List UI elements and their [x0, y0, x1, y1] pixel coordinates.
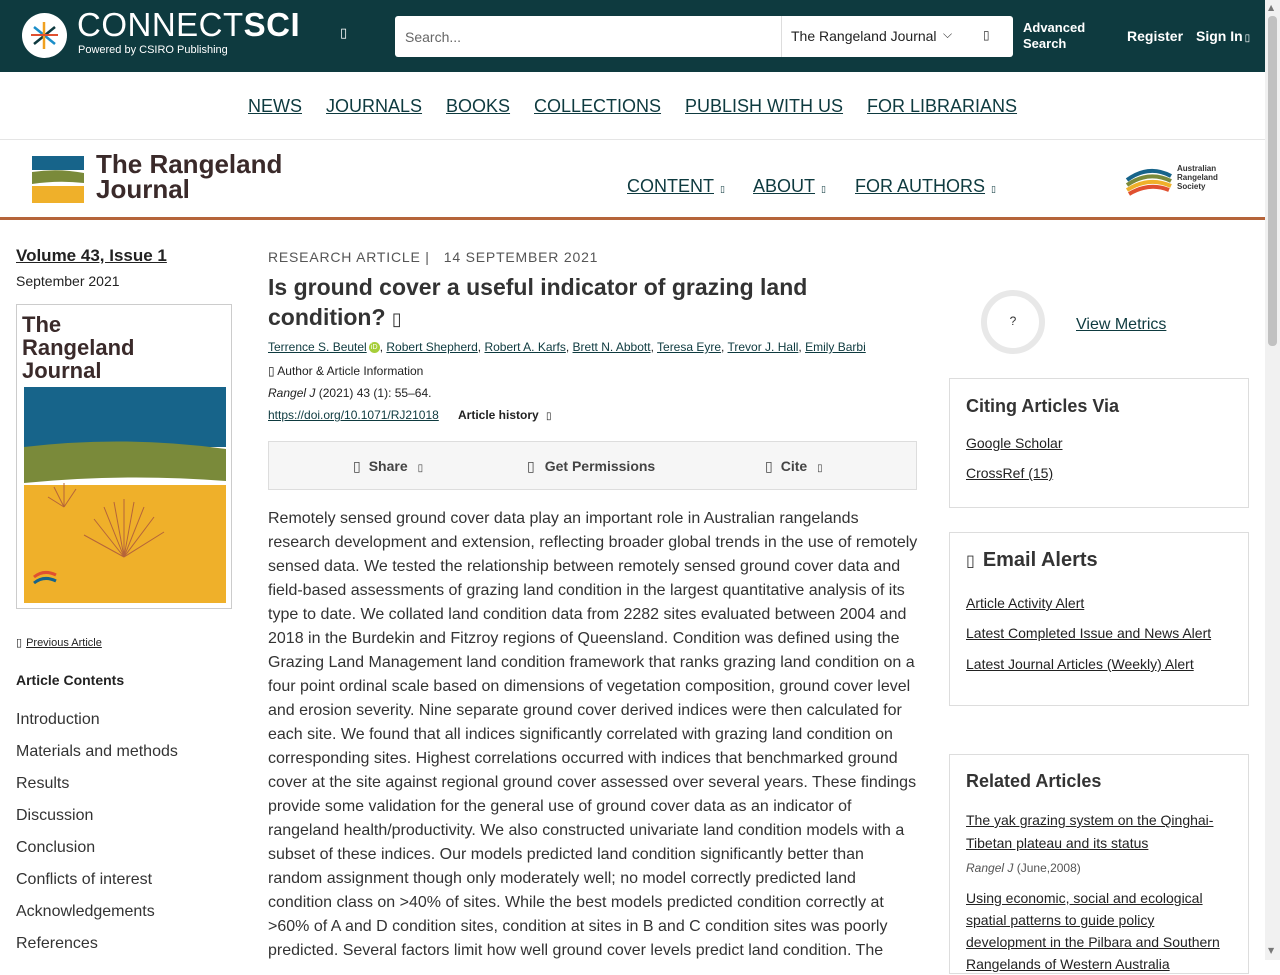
- journal-title-line1: The Rangeland: [96, 149, 283, 179]
- toc-item-acknowledgements[interactable]: Acknowledgements: [16, 903, 155, 920]
- page-scrollbar[interactable]: [1265, 0, 1280, 960]
- related-articles-panel: [949, 754, 1249, 974]
- journal-nav-for-authors-label: FOR AUTHORS: [855, 176, 986, 196]
- brand-name[interactable]: CONNECTSCI: [77, 6, 301, 43]
- share-button[interactable]: [353, 458, 423, 475]
- toc-item-introduction[interactable]: Introduction: [16, 711, 100, 728]
- sign-in-link[interactable]: [1196, 28, 1250, 44]
- article-meta-separator: |: [420, 249, 444, 265]
- search-input[interactable]: [395, 16, 781, 57]
- author-info-toggle[interactable]: [268, 364, 423, 378]
- related-article-link[interactable]: The yak grazing system on the Qinghai-Tibetan plateau and its status: [966, 812, 1214, 851]
- cover-title-line2: Rangeland: [22, 335, 135, 360]
- article-date: 14 SEPTEMBER 2021: [443, 249, 599, 265]
- related-article-date: (June,2008): [1016, 861, 1081, 875]
- article-abstract: Remotely sensed ground cover data play an important role in Australian rangelands research development and extension, reflecting broader global trends in the use of remotely sensed data. We tested the relationship between remotely sensed ground cover data and field-based assessments of grazing land condition in the largest quantitative analysis of its type to date. We collated land condition data from 2282 sites evaluated between 2004 and 2018 in the Burdekin and Fitzroy regions of Queensland. Condition was defined using the Grazing Land Management land condition framework that ranks grazing land condition on a four point ordinal scale based on dimensions of vegetation composition, ground cover level and erosion severity. Nine separate ground cover derived indices were then calculated for each site. We found that all indices significantly correlated with grazing land condition on corresponding sites. Highest correlations occurred with indices that benchmarked ground cover at the site against regional ground cover assessed over several years. These findings provide some validation for the general use of ground cover data as an indicator of rangeland health/productivity. We also constructed univariate land condition models with a subset of these indices. Our models predicted land condition significantly better than random assignment though only moderately well; no model correctly predicted land condition class on >40% of sites. While the best models predicted condition correctly at >60% of A and D condition sites, condition at sites in B and C condition sites was poorly predicted. Several factors limit how well ground cover levels predict land condition. The: [268, 510, 918, 959]
- toc-item-references[interactable]: References: [16, 935, 98, 952]
- google-scholar-link[interactable]: Google Scholar: [966, 435, 1063, 451]
- toc-item-conflicts-of-interest[interactable]: Conflicts of interest: [16, 871, 153, 888]
- doi-link[interactable]: https://doi.org/10.1071/RJ21018: [268, 408, 439, 422]
- journal-logo-icon[interactable]: [32, 156, 86, 209]
- chevron-down-icon: ▯: [417, 463, 424, 474]
- related-articles-heading: Related Articles: [966, 771, 1102, 791]
- cite-icon: ▯: [765, 459, 773, 475]
- nav-journals[interactable]: JOURNALS: [326, 96, 423, 116]
- search-bar: [395, 16, 1013, 57]
- chevron-left-icon: ▯: [16, 636, 23, 649]
- chevron-down-icon: ▯: [720, 185, 725, 195]
- society-name-line3: Society: [1177, 182, 1206, 191]
- email-alerts-panel: [949, 532, 1249, 706]
- cover-title-line1: The: [22, 312, 62, 337]
- get-permissions-label: Get Permissions: [544, 458, 656, 474]
- cover-title-line3: Journal: [22, 358, 102, 383]
- journal-nav-for-authors[interactable]: [855, 176, 996, 197]
- issue-volume-link[interactable]: Volume 43, Issue 1: [16, 246, 167, 265]
- society-logo-icon[interactable]: [1125, 158, 1173, 205]
- altmetric-badge-icon[interactable]: [981, 290, 1045, 354]
- chevron-down-icon: ▯: [821, 185, 826, 195]
- article-activity-alert-link[interactable]: Article Activity Alert: [966, 595, 1085, 611]
- latest-issue-alert-link[interactable]: Latest Completed Issue and News Alert: [966, 625, 1212, 641]
- hamburger-icon[interactable]: ▯: [340, 26, 348, 41]
- author-info-label: Author & Article Information: [277, 364, 424, 378]
- sign-in-label: Sign In: [1196, 28, 1243, 44]
- chevron-down-icon: ▯: [991, 185, 996, 195]
- author-link[interactable]: Brett N. Abbott: [572, 340, 651, 354]
- cite-label: Cite: [780, 458, 808, 474]
- connectsci-logo-icon[interactable]: [22, 13, 67, 58]
- related-article-meta: [966, 861, 1081, 875]
- nav-news[interactable]: NEWS: [248, 96, 302, 116]
- article-title-text: Is ground cover a useful indicator of grazing land condition?: [268, 274, 808, 330]
- chevron-down-icon[interactable]: ⌵: [943, 27, 953, 41]
- crossref-link[interactable]: CrossRef (15): [966, 465, 1054, 481]
- advanced-search-link[interactable]: Advanced Search: [1023, 20, 1086, 51]
- related-article-link[interactable]: Using economic, social and ecological spatial patterns to guide policy development in the Pilbara and Southern Rangelands of Western Australia: [966, 890, 1220, 972]
- citation-journal: Rangel J: [268, 386, 316, 400]
- view-metrics-link[interactable]: View Metrics: [1076, 316, 1167, 333]
- search-divider: [781, 16, 782, 57]
- altmetric-badge-label: ?: [1009, 314, 1017, 328]
- nav-for-librarians[interactable]: FOR LIBRARIANS: [867, 96, 1018, 116]
- article-type-date: [268, 249, 598, 265]
- previous-article-link[interactable]: [16, 636, 102, 649]
- article-title: [268, 272, 868, 335]
- toc-item-conclusion[interactable]: Conclusion: [16, 839, 96, 856]
- author-link[interactable]: Teresa Eyre: [657, 340, 722, 354]
- journal-nav-content[interactable]: [627, 176, 725, 197]
- society-name: [1177, 164, 1218, 191]
- article-history-label: Article history: [458, 408, 539, 422]
- email-alerts-heading: [966, 549, 1098, 572]
- toc-item-materials-and-methods[interactable]: Materials and methods: [16, 743, 178, 760]
- top-bar: [0, 0, 1265, 72]
- email-alerts-heading-text: Email Alerts: [982, 549, 1098, 571]
- cite-button[interactable]: [765, 458, 823, 475]
- article-contents-heading: Article Contents: [16, 672, 125, 688]
- author-link[interactable]: Robert A. Karfs: [484, 340, 566, 354]
- open-access-icon: ▯: [391, 309, 402, 330]
- scroll-up-icon[interactable]: ▲: [1268, 3, 1275, 12]
- journal-title-line2: Journal: [96, 174, 190, 204]
- nav-publish-with-us[interactable]: PUBLISH WITH US: [685, 96, 844, 116]
- article-type: RESEARCH ARTICLE: [268, 249, 421, 265]
- share-label: Share: [368, 458, 408, 474]
- orcid-icon[interactable]: iD: [369, 342, 380, 353]
- search-icon[interactable]: ▯: [983, 28, 990, 42]
- citation-details: (2021) 43 (1): 55–64.: [318, 386, 432, 400]
- share-icon: ▯: [353, 459, 361, 475]
- article-citation: [268, 386, 431, 400]
- author-link[interactable]: Trevor J. Hall: [727, 340, 799, 354]
- scrollbar-thumb[interactable]: [1268, 16, 1277, 346]
- article-toolbar: [268, 441, 917, 490]
- article-history-toggle[interactable]: [458, 408, 552, 422]
- scroll-down-icon[interactable]: ▼: [1268, 946, 1275, 955]
- bell-icon: ▯: [966, 551, 975, 570]
- citing-articles-heading: Citing Articles Via: [966, 396, 1120, 416]
- issue-date: September 2021: [16, 273, 120, 289]
- author-list: Terrence S. Beutel iD , Robert Shepherd, Robert A. Karfs, Brett N. Abbott, Teresa Eyre, Trevor J. Hall, Emily Barbi: [268, 340, 866, 354]
- author-link[interactable]: Terrence S. Beutel: [268, 340, 367, 354]
- journal-nav-about-label: ABOUT: [753, 176, 816, 196]
- latest-articles-alert-link[interactable]: Latest Journal Articles (Weekly) Alert: [966, 656, 1194, 672]
- toc-item-discussion[interactable]: Discussion: [16, 807, 94, 824]
- nav-collections[interactable]: COLLECTIONS: [534, 96, 662, 116]
- previous-article-label: Previous Article: [26, 637, 102, 649]
- toc-item-results[interactable]: Results: [16, 775, 70, 792]
- journal-header: [0, 140, 1265, 220]
- journal-title[interactable]: [96, 149, 283, 204]
- related-article-journal: Rangel J: [966, 861, 1014, 875]
- get-permissions-button[interactable]: [527, 458, 655, 475]
- society-name-line2: Rangeland: [1177, 173, 1218, 182]
- chevron-down-icon: ▯: [817, 463, 823, 474]
- author-link[interactable]: Robert Shepherd: [386, 340, 478, 354]
- journal-nav-content-label: CONTENT: [627, 176, 714, 196]
- author-link[interactable]: Emily Barbi: [805, 340, 866, 354]
- nav-books[interactable]: BOOKS: [446, 96, 511, 116]
- sign-in-icon: ▯: [1244, 33, 1251, 44]
- cover-artwork: [24, 387, 226, 603]
- chevron-down-icon: ▯: [546, 411, 552, 422]
- plus-icon: ▯: [268, 364, 275, 378]
- journal-nav-about[interactable]: [753, 176, 826, 197]
- permissions-icon: ▯: [527, 459, 535, 475]
- cover-title: [22, 313, 134, 382]
- issue-cover-image[interactable]: [16, 304, 232, 609]
- society-name-line1: Australian: [1177, 164, 1217, 173]
- register-link[interactable]: Register: [1127, 28, 1184, 44]
- journal-select[interactable]: The Rangeland Journal: [791, 28, 937, 44]
- brand-subtitle: Powered by CSIRO Publishing: [78, 44, 228, 56]
- main-nav: [0, 72, 1265, 140]
- citing-articles-panel: [949, 378, 1249, 508]
